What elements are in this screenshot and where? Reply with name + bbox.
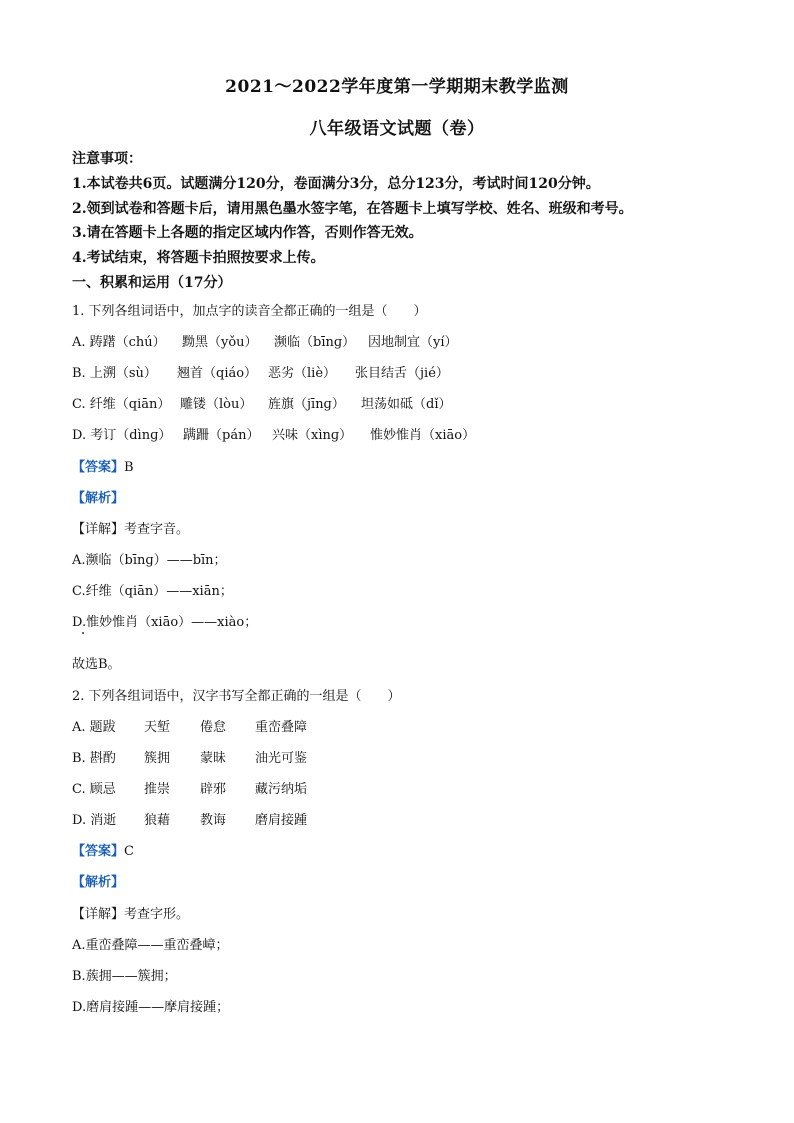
exam-title: 2021～2022学年度第一学期期末教学监测 [225,77,569,97]
answer-value: B [124,460,134,475]
detail-text: 考查字音。 [124,522,190,537]
detail-tag: 【详解】 [72,907,125,922]
answer-value: C [124,844,134,859]
conclusion: 故选B。 [72,657,121,672]
question-2-option-b [72,747,307,766]
option-word: C. 顾忌 [72,782,116,797]
option-word: 辟邪 [200,782,227,797]
option-word: C. 纤维（qiān） [72,397,171,412]
question-1-stem: 1. 下列各组词语中，加点字的读音全都正确的一组是（ ） [72,304,427,319]
detail-row [72,518,189,537]
option-word: D. 考订（dìnɡ） [72,428,172,443]
note-item: 2.领到试卷和答题卡后，请用黑色墨水签字笔，在答题卡上填写学校、姓名、班级和考号。 [72,201,633,217]
option-word: 因地制宜（yí） [368,335,458,350]
correction-line: A.濒临（bīnɡ）——bīn； [72,553,227,568]
section-heading: 一、积累和运用（17分） [72,275,232,291]
answer-tag: 【答案】 [72,844,125,859]
option-word: 教诲 [200,813,227,828]
option-word: 天堑 [144,720,171,735]
question-2-option-a [72,716,307,735]
option-word: A. 踌躇（chú） [72,335,166,350]
question-2-option-c [72,778,307,797]
option-word: 濒临（bīnɡ） [274,335,356,350]
option-word: 黝黑（yǒu） [182,335,258,350]
correction-line: B.蔟拥——簇拥； [72,969,177,984]
question-2-option-d [72,809,307,828]
analysis-tag: 【解析】 [72,491,125,506]
detail-text: 考查字形。 [124,907,190,922]
option-word: B. 上溯（sù） [72,366,157,381]
stray-mark [82,632,84,634]
analysis-row [72,871,124,890]
option-word: 狼藉 [144,813,171,828]
correction-line: C.纤维（qiān）——xiān； [72,584,233,599]
answer-row [72,840,134,859]
option-word: 重峦叠障 [255,720,308,735]
option-word: 油光可鉴 [255,751,308,766]
question-1-option-c [72,393,451,412]
correction-line: A.重峦叠障——重峦叠嶂； [72,938,229,953]
option-word: 张目结舌（jié） [355,366,449,381]
answer-tag: 【答案】 [72,460,125,475]
option-word: 蒙昧 [200,751,227,766]
question-1-option-b [72,362,449,381]
option-word: 簇拥 [144,751,171,766]
option-word: 蹒跚（pán） [183,428,260,443]
correction-line: D.磨肩接踵——摩肩接踵； [72,1000,230,1015]
note-item: 3.请在答题卡上各题的指定区域内作答，否则作答无效。 [72,225,423,241]
option-word: 旌旗（jīnɡ） [268,397,345,412]
question-2-stem: 2. 下列各组词语中，汉字书写全都正确的一组是（ ） [72,689,401,704]
option-word: 雕镂（lòu） [180,397,253,412]
option-word: 磨肩接踵 [255,813,308,828]
option-word: 倦怠 [200,720,227,735]
option-word: 推崇 [144,782,171,797]
exam-subtitle: 八年级语文试题（卷） [309,119,485,139]
detail-row [72,903,189,922]
question-1-option-d [72,424,475,443]
option-word: 兴味（xìnɡ） [272,428,353,443]
option-word: A. 题跋 [72,720,116,735]
option-word: 翘首（qiáo） [177,366,258,381]
notes-heading: 注意事项： [72,151,142,167]
option-word: 惟妙惟肖（xiāo） [370,428,476,443]
option-word: 坦荡如砥（dǐ） [361,397,452,412]
note-item: 4.考试结束，将答题卡拍照按要求上传。 [72,250,325,266]
analysis-tag: 【解析】 [72,875,125,890]
option-word: 藏污纳垢 [255,782,308,797]
correction-line: D.惟妙惟肖（xiāo）——xiào； [72,615,258,630]
question-1-option-a [72,331,458,350]
detail-tag: 【详解】 [72,522,125,537]
option-word: B. 斟酌 [72,751,116,766]
analysis-row [72,487,124,506]
option-word: D. 消逝 [72,813,117,828]
option-word: 恶劣（liè） [268,366,337,381]
note-item: 1.本试卷共6页。试题满分120分，卷面满分3分，总分123分，考试时间120分钟。 [72,176,600,192]
answer-row [72,456,134,475]
